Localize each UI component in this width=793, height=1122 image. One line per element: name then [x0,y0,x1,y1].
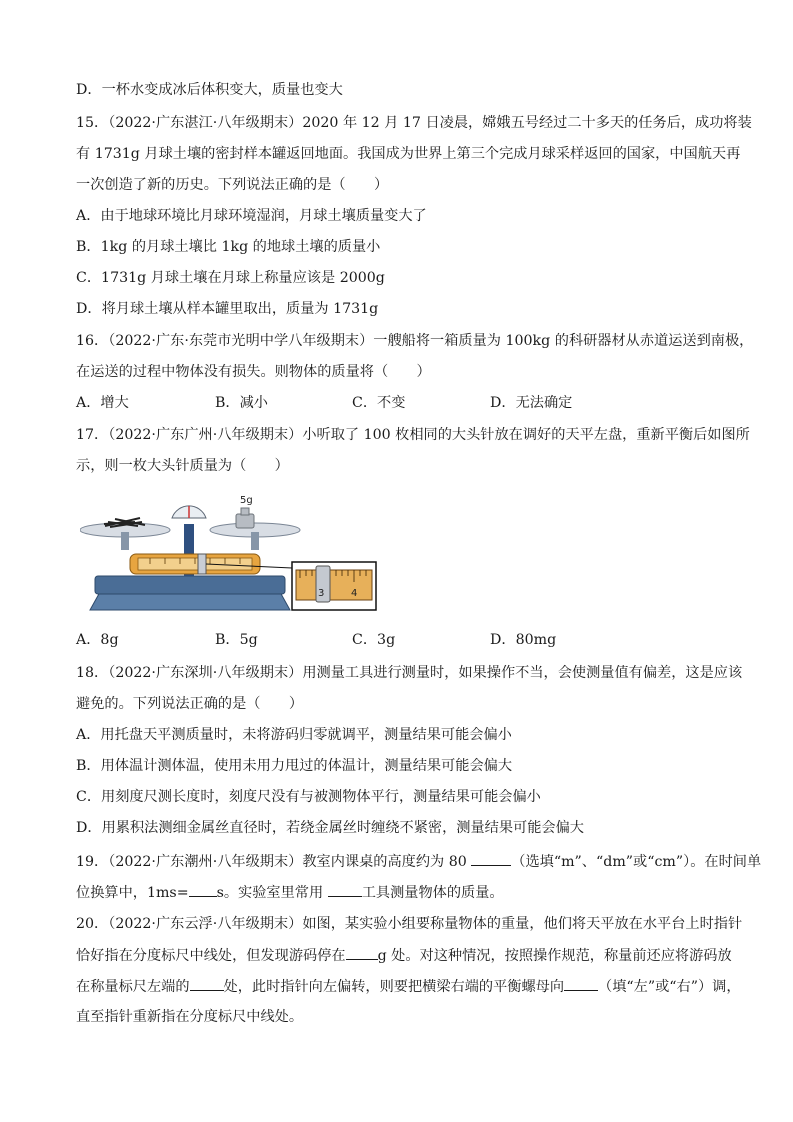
line-q19-1 [76,851,761,872]
line-q20-1: 20．（2022·广东云浮·八年级期末）如图，某实验小组要称量物体的重量，他们将天平放在水平台上时指针 [76,916,743,932]
scale-mark-3: 3 [318,588,325,599]
q17-option-b: B．5g [215,632,258,648]
q16-option-a: A．增大 [76,395,129,411]
line-q18-stem-2: 避免的。下列说法正确的是（ ） [76,696,304,712]
q20-text-2b: g 处。对这种情况，按照操作规范，称量前还应将游码放 [377,948,732,964]
q20-blank-direction[interactable] [564,976,598,991]
line-q18-a: A．用托盘天平测质量时，未将游码归零就调平，测量结果可能会偏小 [76,727,512,743]
line-q19-2 [76,882,504,903]
line-q15-stem-1: 15．（2022·广东湛江·八年级期末）2020 年 12 月 17 日凌晨，嫦娥五号经过二十多天的任务后，成功将装 [76,115,752,131]
q20-blank-position[interactable] [190,976,224,991]
line-q18-b: B．用体温计测体温，使用未用力甩过的体温计，测量结果可能会偏大 [76,758,513,774]
q19-text-2c: 工具测量物体的质量。 [361,885,504,901]
q20-text-3b: 处，此时指针向左偏转，则要把横梁右端的平衡螺母向 [223,979,565,995]
line-q14-d: D．一杯水变成冰后体积变大，质量也变大 [76,82,343,98]
q20-text-2a: 恰好指在分度标尺中线处，但发现游码停在 [76,948,346,964]
line-q15-stem-3: 一次创造了新的历史。下列说法正确的是（ ） [76,177,389,193]
line-q15-c: C．1731g 月球土壤在月球上称量应该是 2000g [76,270,385,286]
q20-text-3a: 在称量标尺左端的 [76,979,190,995]
q17-option-d: D．80mg [490,632,557,648]
q19-text-1a: 19．（2022·广东潮州·八年级期末）教室内课桌的高度约为 80 [76,854,472,870]
line-q16-stem-2: 在运送的过程中物体没有损失。则物体的质量将（ ） [76,364,431,380]
q20-blank-rider[interactable] [346,945,378,960]
line-q18-c: C．用刻度尺测长度时，刻度尺没有与被测物体平行，测量结果可能会偏小 [76,789,541,805]
line-q15-a: A．由于地球环境比月球环境湿润，月球土壤质量变大了 [76,208,427,224]
line-q18-d: D．用累积法测细金属丝直径时，若绕金属丝时缠绕不紧密，测量结果可能会偏大 [76,820,584,836]
line-q20-2 [76,945,732,966]
q19-text-2a: 位换算中，1ms= [76,885,189,901]
q20-text-3c: （填“左”或“右”）调， [598,979,741,995]
balance-figure [80,492,380,614]
q16-option-c: C．不变 [352,395,406,411]
line-q17-stem-1: 17．（2022·广东广州·八年级期末）小听取了 100 枚相同的大头针放在调好的天平左盘，重新平衡后如图所 [76,427,750,443]
q17-option-a: A．8g [76,632,119,648]
weight-label: 5g [240,495,253,506]
balance-illustration [80,492,380,614]
line-q17-stem-2: 示，则一枚大头针质量为（ ） [76,458,289,474]
line-q15-b: B．1kg 的月球土壤比 1kg 的地球土壤的质量小 [76,239,381,255]
q16-option-d: D．无法确定 [490,395,573,411]
q19-blank-tool[interactable] [328,882,362,897]
q19-text-2b: s。实验室里常用 [216,885,328,901]
line-q15-d: D．将月球土壤从样本罐里取出，质量为 1731g [76,301,379,317]
q19-text-1b: （选填“m”、“dm”或“cm”）。在时间单 [511,854,762,870]
line-q16-stem-1: 16．（2022·广东·东莞市光明中学八年级期末）一艘船将一箱质量为 100kg 的科研器材从赤道运送到南极， [76,333,754,349]
q19-blank-ms[interactable] [189,882,217,897]
q19-blank-unit[interactable] [471,851,511,866]
scale-mark-4: 4 [351,588,358,599]
line-q15-stem-2: 有 1731g 月球土壤的密封样本罐返回地面。我国成为世界上第三个完成月球采样返回的国家，中国航天再 [76,146,741,162]
line-q20-4: 直至指针重新指在分度标尺中线处。 [76,1009,304,1025]
q16-option-b: B．减小 [215,395,268,411]
q17-option-c: C．3g [352,632,396,648]
line-q18-stem-1: 18．（2022·广东深圳·八年级期末）用测量工具进行测量时，如果操作不当，会使测量值有偏差，这是应该 [76,665,743,681]
line-q20-3 [76,976,741,997]
